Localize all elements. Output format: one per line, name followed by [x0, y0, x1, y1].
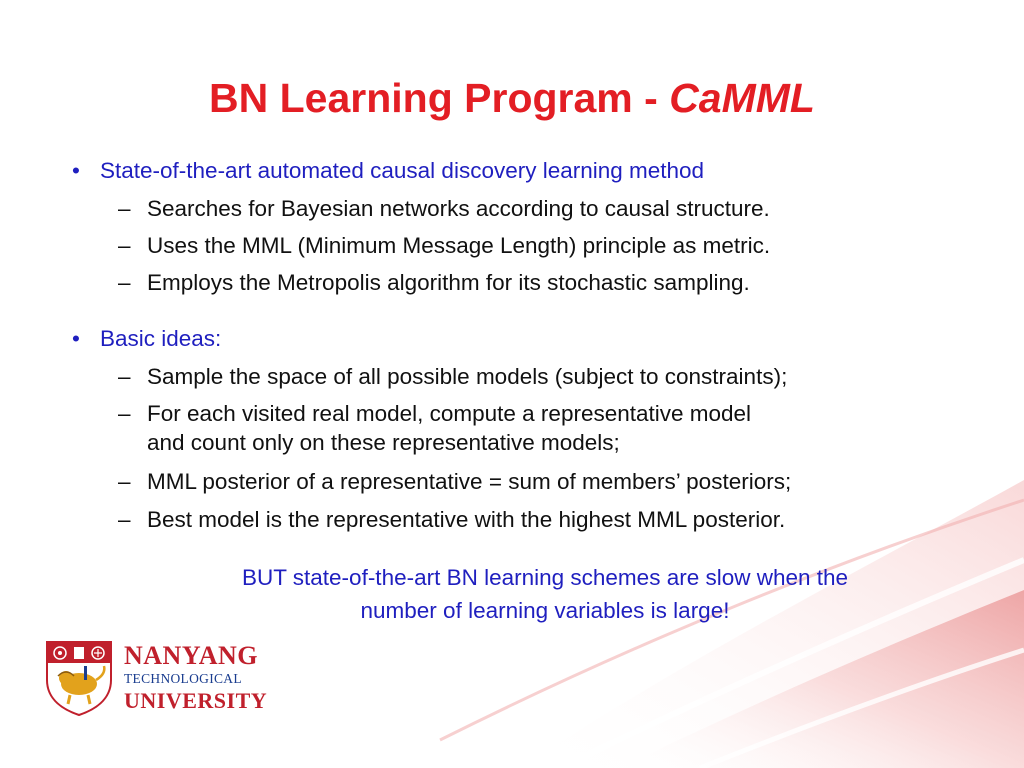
sub-item-2-1: Sample the space of all possible models (subject to constraints); [147, 364, 788, 389]
logo-line-nanyang: NANYANG [124, 641, 258, 670]
dash-marker: – [118, 270, 131, 295]
sub-item-2-4: Best model is the representative with the highest MML posterior. [147, 507, 786, 532]
logo-line-technological: TECHNOLOGICAL [124, 671, 242, 686]
dash-marker: – [118, 196, 131, 221]
dash-marker: – [118, 364, 131, 389]
university-crest-icon [44, 640, 114, 716]
dash-marker: – [118, 401, 131, 426]
sub-item-1-3: Employs the Metropolis algorithm for its stochastic sampling. [147, 270, 750, 295]
university-logo [44, 640, 284, 716]
university-wordmark [124, 642, 267, 714]
sub-item-1-2: Uses the MML (Minimum Message Length) principle as metric. [147, 233, 771, 258]
sub-item-2-3: MML posterior of a representative = sum of members’ posteriors; [147, 469, 792, 494]
closing-note-line-2: number of learning variables is large! [360, 598, 730, 623]
dash-marker: – [118, 469, 131, 494]
sub-item-2-2-continued: and count only on these representative models; [147, 430, 620, 455]
bullet-item-2: Basic ideas: [100, 326, 222, 351]
bullet-marker: • [72, 158, 80, 183]
bullet-marker: • [72, 326, 80, 351]
dash-marker: – [118, 233, 131, 258]
sub-item-1-1: Searches for Bayesian networks according to causal structure. [147, 196, 770, 221]
title-main-text: BN Learning Program - [209, 75, 670, 121]
bullet-item-1: State-of-the-art automated causal discovery learning method [100, 158, 705, 183]
logo-line-university: UNIVERSITY [124, 688, 268, 713]
closing-note-line-1: BUT state-of-the-art BN learning schemes are slow when the [241, 565, 849, 590]
dash-marker: – [118, 507, 131, 532]
sub-item-2-2: For each visited real model, compute a representative model [147, 401, 752, 426]
title-italic-text: CaMML [669, 75, 815, 121]
